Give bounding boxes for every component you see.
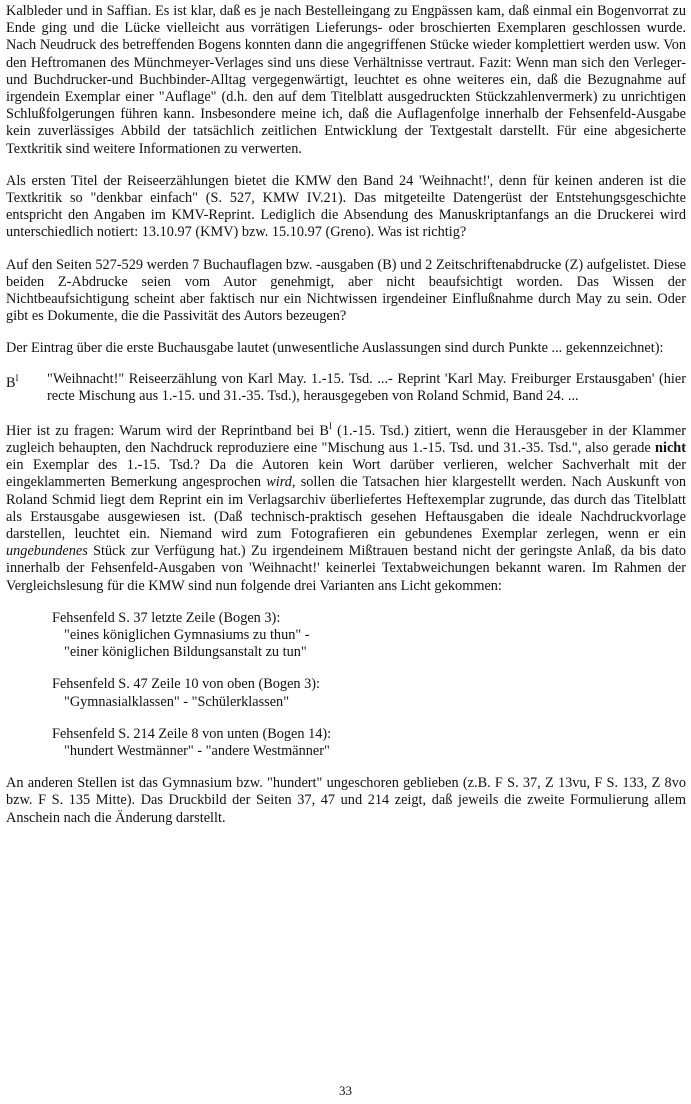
- variant-ref: Fehsenfeld S. 37 letzte Zeile (Bogen 3):: [52, 609, 281, 626]
- paragraph-2: Als ersten Titel der Reiseerzählungen bietet die KMW den Band 24 'Weihnacht!', denn für keinen anderen ist die Textkritik so "denkbar einfach" (S. 527, KMW IV.21). Das mitgeteilte Datengerüst der Entstehungsgeschichte entspricht den Angaben im KMV-Reprint. Lediglich die Absendung des Manuskriptanfangs an die Druckerei wird unterschiedlich notiert: 13.10.97 (KMV) bzw. 15.10.97 (Greno). Was ist richtig?: [6, 172, 686, 241]
- paragraph-4: Der Eintrag über die erste Buchausgabe lautet (unwesentliche Auslassungen sind durch Punkte ... gekennzeichnet):: [6, 340, 664, 357]
- document-page: [6, 3, 686, 827]
- paragraph-5: Hier ist zu fragen: Warum wird der Reprintband bei $B^I$ (1.-15. Tsd.) zitiert, wenn die Herausgeber in der Klammer zugleich behaupten, den Nachdruck reproduziere eine "Mischung aus 1.-15. Tsd. und 31.-35. Tsd.", also gerade nicht ein Exemplar des 1.-15. Tsd.? Da die Autoren kein Wort darüber verlieren, welcher Sachverhalt mit der eingeklammerten Bemerkung angesprochen wird, sollen die Tatsachen hier klargestellt werden. Nach Auskunft von Roland Schmid liegt dem Reprint ein im Verlagsarchiv überliefertes Heftexemplar zugrunde, das durch das Titelblatt als Erstausgabe ausgewiesen ist. (Daß technisch-praktisch gesehen Heftausgaben die ideale Nachdruckvorlage darstellen, leuchtet ein. Niemand wird zum Fotografieren ein gebundenes Exemplar zerlegen, wenn er ein ungebundenes Stück zur Verfügung hat.) Zu irgendeinem Mißtrauen bestand nicht der geringste Anlaß, da bis dato innerhalb der Fehsenfeld-Ausgaben von 'Weihnacht!' keinerlei Textabweichungen bekannt waren. Im Rahmen der Vergleichslesung für die KMW sind nun folgende drei Varianten ans Licht gekommen:: [6, 421, 686, 594]
- paragraph-1: Kalbleder und in Saffian. Es ist klar, daß es je nach Bestelleingang zu Engpässen kam, daß einmal ein Bogenvorrat zu Ende ging und die Lücke vielleicht aus vorrätigen Lieferungs- oder broschierten Exemplaren geschlossen wurde. Nach Neudruck des betreffenden Bogens konnten dann die angegriffenen Stücke wieder komplettiert werden usw. Von den Heftromanen des Münchmeyer-Verlages sind uns diese Verhältnisse vertraut. Fazit: Wenn man sich den Verleger- und Buchdrucker-und Buchbinder-Alltag vergegenwärtigt, leuchtet es ohne weiteres ein, daß die Bezugnahme auf irgendein Exemplar einer "Auflage" (d.h. den auf dem Titelblatt ausgedruckten Stückzahlenvermerk) zu unrichtigen Schlußfolgerungen führen kann. Insbesondere meine ich, daß die Auflagenfolge innerhalb der Fehsenfeld-Ausgabe kein zuverlässiges Abbild der tatsächlich zeitlichen Entwicklung der Textgestalt darstellt. Für eine abgesicherte Textkritik sind weitere Informationen zu verwerten.: [6, 3, 686, 157]
- variant-text-b: "einer königlichen Bildungsanstalt zu tun": [64, 644, 307, 661]
- variant-text-a: "hundert Westmänner" - "andere Westmänner": [64, 743, 330, 760]
- variant-3: [52, 726, 686, 760]
- entry-label: $B^I$: [6, 372, 19, 391]
- variant-ref: Fehsenfeld S. 214 Zeile 8 von unten (Bogen 14):: [52, 725, 332, 742]
- variant-ref: Fehsenfeld S. 47 Zeile 10 von oben (Bogen 3):: [52, 676, 321, 693]
- emphasis-nicht: nicht: [655, 440, 686, 457]
- page-number: 33: [339, 1083, 352, 1098]
- paragraph-6: An anderen Stellen ist das Gymnasium bzw. "hundert" ungeschoren geblieben (z.B. F S. 37, Z 13vu, F S. 133, Z 8vo bzw. F S. 135 Mitte). Das Druckbild der Seiten 37, 47 und 214 zeigt, daß jeweils die zweite Formulierung allem Anschein nach die Änderung darstellt.: [6, 775, 686, 826]
- variant-2: [52, 676, 686, 710]
- variant-text-a: "Gymnasialklassen" - "Schülerklassen": [64, 693, 290, 710]
- entry-text: "Weihnacht!" Reiseerzählung von Karl May. 1.-15. Tsd. ...- Reprint 'Karl May. Freiburger Erstausgaben' (hier recte Mischung aus 1.-15. und 31.-35. Tsd.), herausgegeben von Roland Schmid, Band 24. ...: [47, 370, 686, 404]
- paragraph-3: Auf den Seiten 527-529 werden 7 Buchauflagen bzw. -ausgaben (B) und 2 Zeitschriftenabdrucke (Z) aufgelistet. Diese beiden Z-Abdrucke seien vom Autor genehmigt, aber nicht beaufsichtigt worden. Das Wissen der Nichtbeaufsichtigung scheint aber faktisch nur ein Nichtwissen irgendeiner Einflußnahme durch May zu sein. Oder gibt es Dokumente, die die Passivität des Autors bezeugen?: [6, 256, 686, 325]
- bibliography-entry: [6, 371, 686, 405]
- variant-text-a: "eines königlichen Gymnasiums zu thun" -: [64, 627, 310, 644]
- emphasis-wird: wird: [266, 474, 292, 491]
- variant-1: [52, 610, 686, 662]
- entry-label-sup: I: [15, 372, 19, 383]
- emphasis-ungebundenes: ungebundenes: [6, 543, 88, 560]
